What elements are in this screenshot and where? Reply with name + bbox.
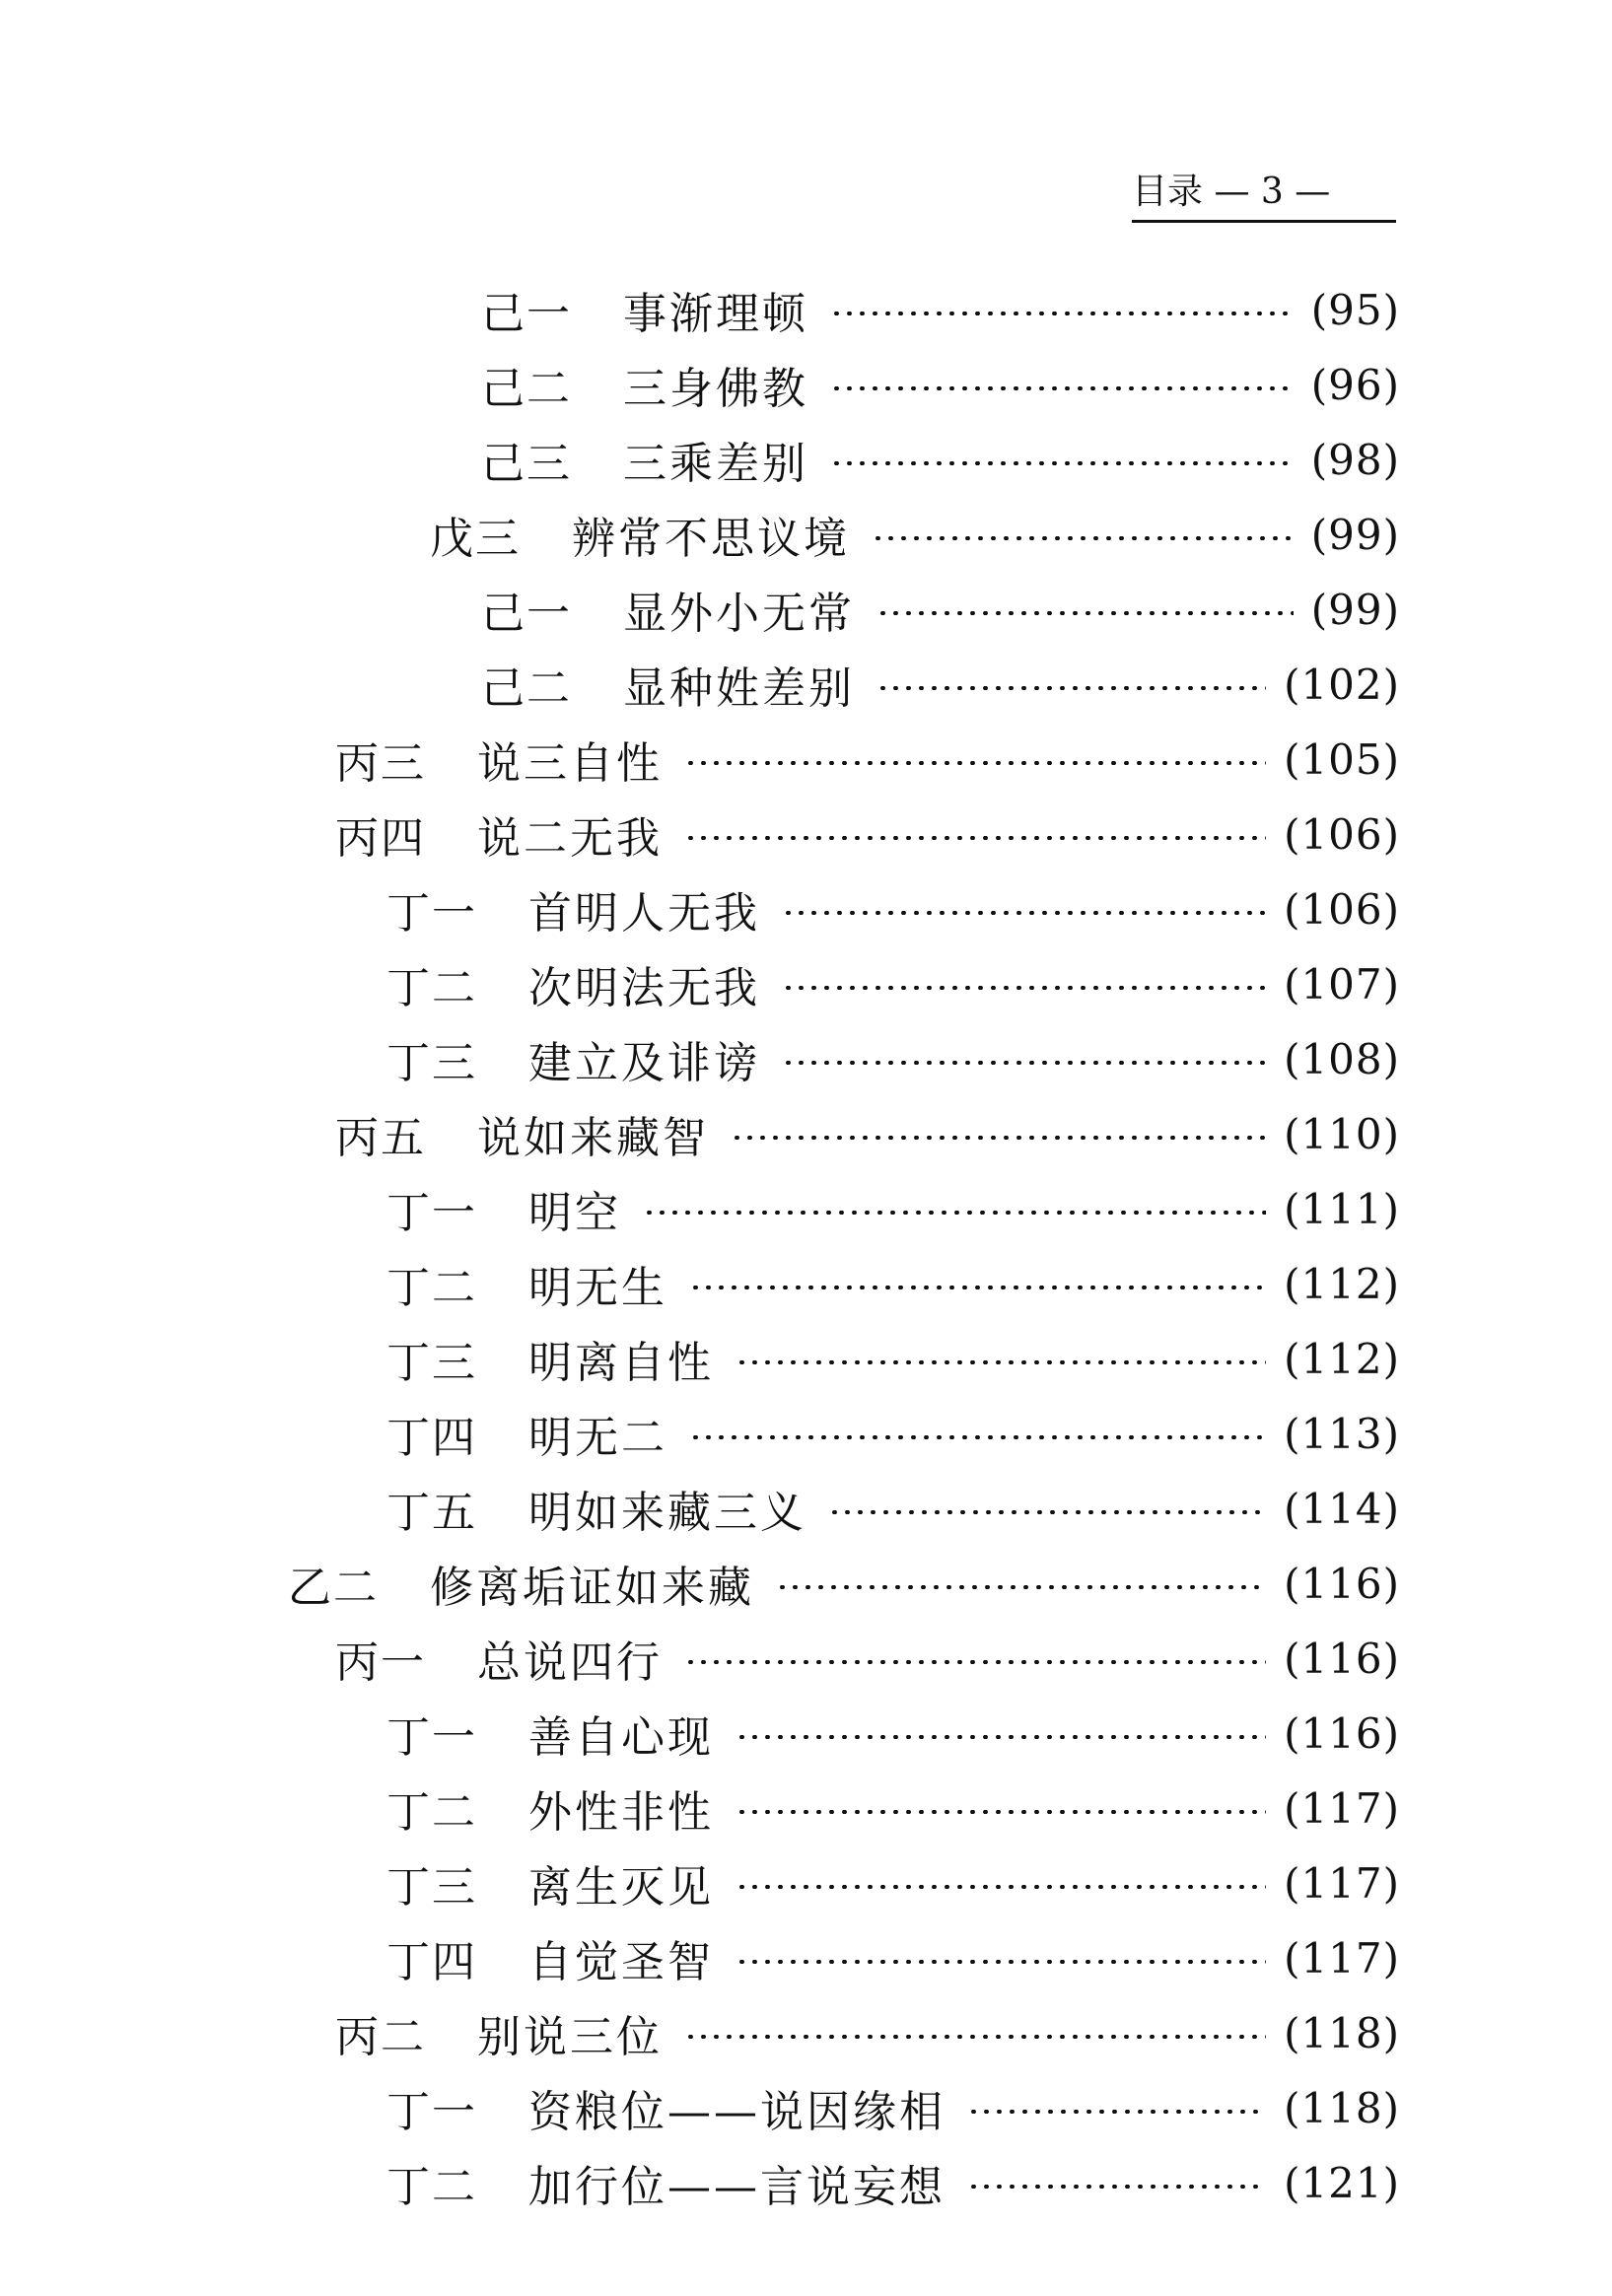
- toc-entry[interactable]: [386, 2153, 1400, 2212]
- dot-leader: [689, 1286, 1266, 1289]
- toc-page-number: (117): [1284, 1933, 1400, 1983]
- dot-leader: [643, 1211, 1266, 1215]
- toc-entry[interactable]: [386, 1254, 1400, 1313]
- toc-page-number: (110): [1284, 1109, 1400, 1158]
- toc-code: 丙四: [335, 813, 426, 864]
- toc-page-number: (108): [1284, 1034, 1400, 1083]
- toc-page-number: (116): [1284, 1559, 1400, 1608]
- dot-leader: [736, 1960, 1266, 1964]
- dot-leader: [684, 1660, 1266, 1664]
- toc-code: 丁二: [386, 963, 477, 1013]
- toc-page-number: (98): [1310, 435, 1400, 484]
- toc-title: 辨常不思议境: [572, 514, 850, 564]
- toc-title: 明如来藏三义: [528, 1488, 806, 1538]
- toc-page-number: (99): [1310, 510, 1400, 559]
- toc-page-number: (116): [1284, 1634, 1400, 1683]
- dot-leader: [876, 611, 1294, 615]
- toc-page-number: (99): [1310, 585, 1400, 634]
- toc-entry[interactable]: [386, 1928, 1400, 1987]
- toc-entry[interactable]: [481, 355, 1400, 414]
- toc-entry[interactable]: [386, 1329, 1400, 1388]
- toc-page-number: (121): [1284, 2158, 1400, 2207]
- toc-page-number: (116): [1284, 1708, 1400, 1758]
- toc-code: 丁二: [386, 1787, 477, 1838]
- dot-leader: [736, 1735, 1266, 1739]
- dot-leader: [736, 1885, 1266, 1889]
- dot-leader: [876, 686, 1266, 690]
- dot-leader: [689, 1435, 1266, 1439]
- toc-entry[interactable]: [386, 954, 1400, 1013]
- toc-title: 事渐理顿: [623, 289, 808, 339]
- toc-page-number: (106): [1284, 809, 1400, 859]
- toc-page-number: (112): [1284, 1259, 1400, 1308]
- toc-code: 丁一: [386, 1712, 477, 1763]
- toc-entry[interactable]: [335, 730, 1400, 789]
- toc-title: 次明法无我: [528, 963, 760, 1013]
- toc-page-number: (96): [1310, 360, 1400, 409]
- dot-leader: [736, 1360, 1266, 1364]
- toc-code: 丙二: [335, 2012, 426, 2062]
- toc-title: 别说三位: [477, 2012, 663, 2062]
- dot-leader: [828, 1510, 1266, 1514]
- dot-leader: [830, 386, 1294, 390]
- toc-code: 丙三: [335, 738, 426, 789]
- toc-title: 首明人无我: [528, 888, 760, 939]
- toc-entry[interactable]: [386, 1029, 1400, 1088]
- dot-leader: [684, 761, 1266, 765]
- toc-page-number: (102): [1284, 660, 1400, 709]
- toc-page-number: (105): [1284, 734, 1400, 784]
- toc-code: 丁三: [386, 1038, 477, 1088]
- toc-title: 明空: [528, 1188, 621, 1238]
- toc-code: 丁二: [386, 1263, 477, 1313]
- toc-code: 丁一: [386, 1188, 477, 1238]
- toc-code: 丁三: [386, 1338, 477, 1388]
- toc-page-number: (114): [1284, 1484, 1400, 1533]
- toc-title: 明无二: [528, 1413, 667, 1463]
- toc-entry[interactable]: [386, 879, 1400, 939]
- toc-code: 乙二: [288, 1563, 379, 1613]
- toc-code: 丁一: [386, 888, 477, 939]
- toc-title: 加行位——言说妄想: [528, 2162, 946, 2212]
- toc-entry[interactable]: [481, 430, 1400, 489]
- toc-page-number: (117): [1284, 1783, 1400, 1833]
- toc-entry[interactable]: [481, 655, 1400, 714]
- toc-entry[interactable]: [481, 580, 1400, 639]
- toc-entry[interactable]: [430, 505, 1400, 564]
- toc-title: 修离垢证如来藏: [430, 1563, 754, 1613]
- toc-code: 己二: [481, 663, 572, 714]
- toc-page-number: (107): [1284, 959, 1400, 1009]
- toc-entry[interactable]: [335, 804, 1400, 864]
- toc-page-number: (106): [1284, 884, 1400, 934]
- toc-entry[interactable]: [386, 1853, 1400, 1913]
- toc-title: 明无生: [528, 1263, 667, 1313]
- toc-code: 己二: [481, 364, 572, 414]
- toc-code: 丁四: [386, 1937, 477, 1987]
- toc-code: 丙五: [335, 1113, 426, 1163]
- toc-page-number: (111): [1284, 1184, 1400, 1233]
- toc-entry[interactable]: [335, 1104, 1400, 1163]
- toc-code: 丁五: [386, 1488, 477, 1538]
- toc-entry[interactable]: [386, 1778, 1400, 1838]
- toc-title: 三乘差别: [623, 439, 808, 489]
- toc-entry[interactable]: [386, 1179, 1400, 1238]
- dot-leader: [967, 2110, 1266, 2114]
- toc-title: 明离自性: [528, 1338, 714, 1388]
- dot-leader: [782, 986, 1266, 990]
- toc-title: 三身佛教: [623, 364, 808, 414]
- dot-leader: [872, 536, 1294, 540]
- toc-title: 资粮位——说因缘相: [528, 2087, 946, 2137]
- dot-leader: [684, 836, 1266, 840]
- toc-title: 自觉圣智: [528, 1937, 714, 1987]
- toc-title: 总说四行: [477, 1637, 663, 1688]
- toc-title: 建立及诽谤: [528, 1038, 760, 1088]
- toc-code: 丁四: [386, 1413, 477, 1463]
- dot-leader: [830, 312, 1294, 315]
- toc-entry[interactable]: [481, 280, 1400, 339]
- dot-leader: [736, 1810, 1266, 1814]
- toc-code: 己一: [481, 589, 572, 639]
- toc-title: 显外小无常: [623, 589, 855, 639]
- toc-code: 戊三: [430, 514, 521, 564]
- toc-entry[interactable]: [386, 1404, 1400, 1463]
- toc-code: 丁一: [386, 2087, 477, 2137]
- toc-page-number: (112): [1284, 1334, 1400, 1383]
- toc-entry[interactable]: [386, 2078, 1400, 2137]
- toc-code: 丙一: [335, 1637, 426, 1688]
- dot-leader: [967, 2185, 1266, 2189]
- toc-title: 离生灭见: [528, 1862, 714, 1913]
- dot-leader: [782, 1061, 1266, 1065]
- toc-title: 说二无我: [477, 813, 663, 864]
- toc-code: 丁二: [386, 2162, 477, 2212]
- toc-page-number: (118): [1284, 2008, 1400, 2057]
- toc-entry[interactable]: [288, 1554, 1400, 1613]
- toc-entry[interactable]: [386, 1479, 1400, 1538]
- running-header: 目录 — 3 —: [1132, 168, 1396, 223]
- toc-page-number: (95): [1310, 285, 1400, 334]
- toc-title: 外性非性: [528, 1787, 714, 1838]
- toc-entry[interactable]: [335, 1629, 1400, 1688]
- toc-page-number: (118): [1284, 2083, 1400, 2132]
- dot-leader: [830, 461, 1294, 465]
- toc-code: 丁三: [386, 1862, 477, 1913]
- dot-leader: [731, 1136, 1266, 1140]
- dot-leader: [782, 911, 1266, 915]
- toc-entry[interactable]: [386, 1704, 1400, 1763]
- toc-title: 说三自性: [477, 738, 663, 789]
- toc-code: 己一: [481, 289, 572, 339]
- toc-code: 己三: [481, 439, 572, 489]
- toc-page-number: (117): [1284, 1858, 1400, 1908]
- dot-leader: [776, 1585, 1266, 1589]
- toc-page-number: (113): [1284, 1409, 1400, 1458]
- dot-leader: [684, 2035, 1266, 2039]
- toc-title: 显种姓差别: [623, 663, 855, 714]
- toc-title: 善自心现: [528, 1712, 714, 1763]
- toc-title: 说如来藏智: [477, 1113, 709, 1163]
- toc-entry[interactable]: [335, 2003, 1400, 2062]
